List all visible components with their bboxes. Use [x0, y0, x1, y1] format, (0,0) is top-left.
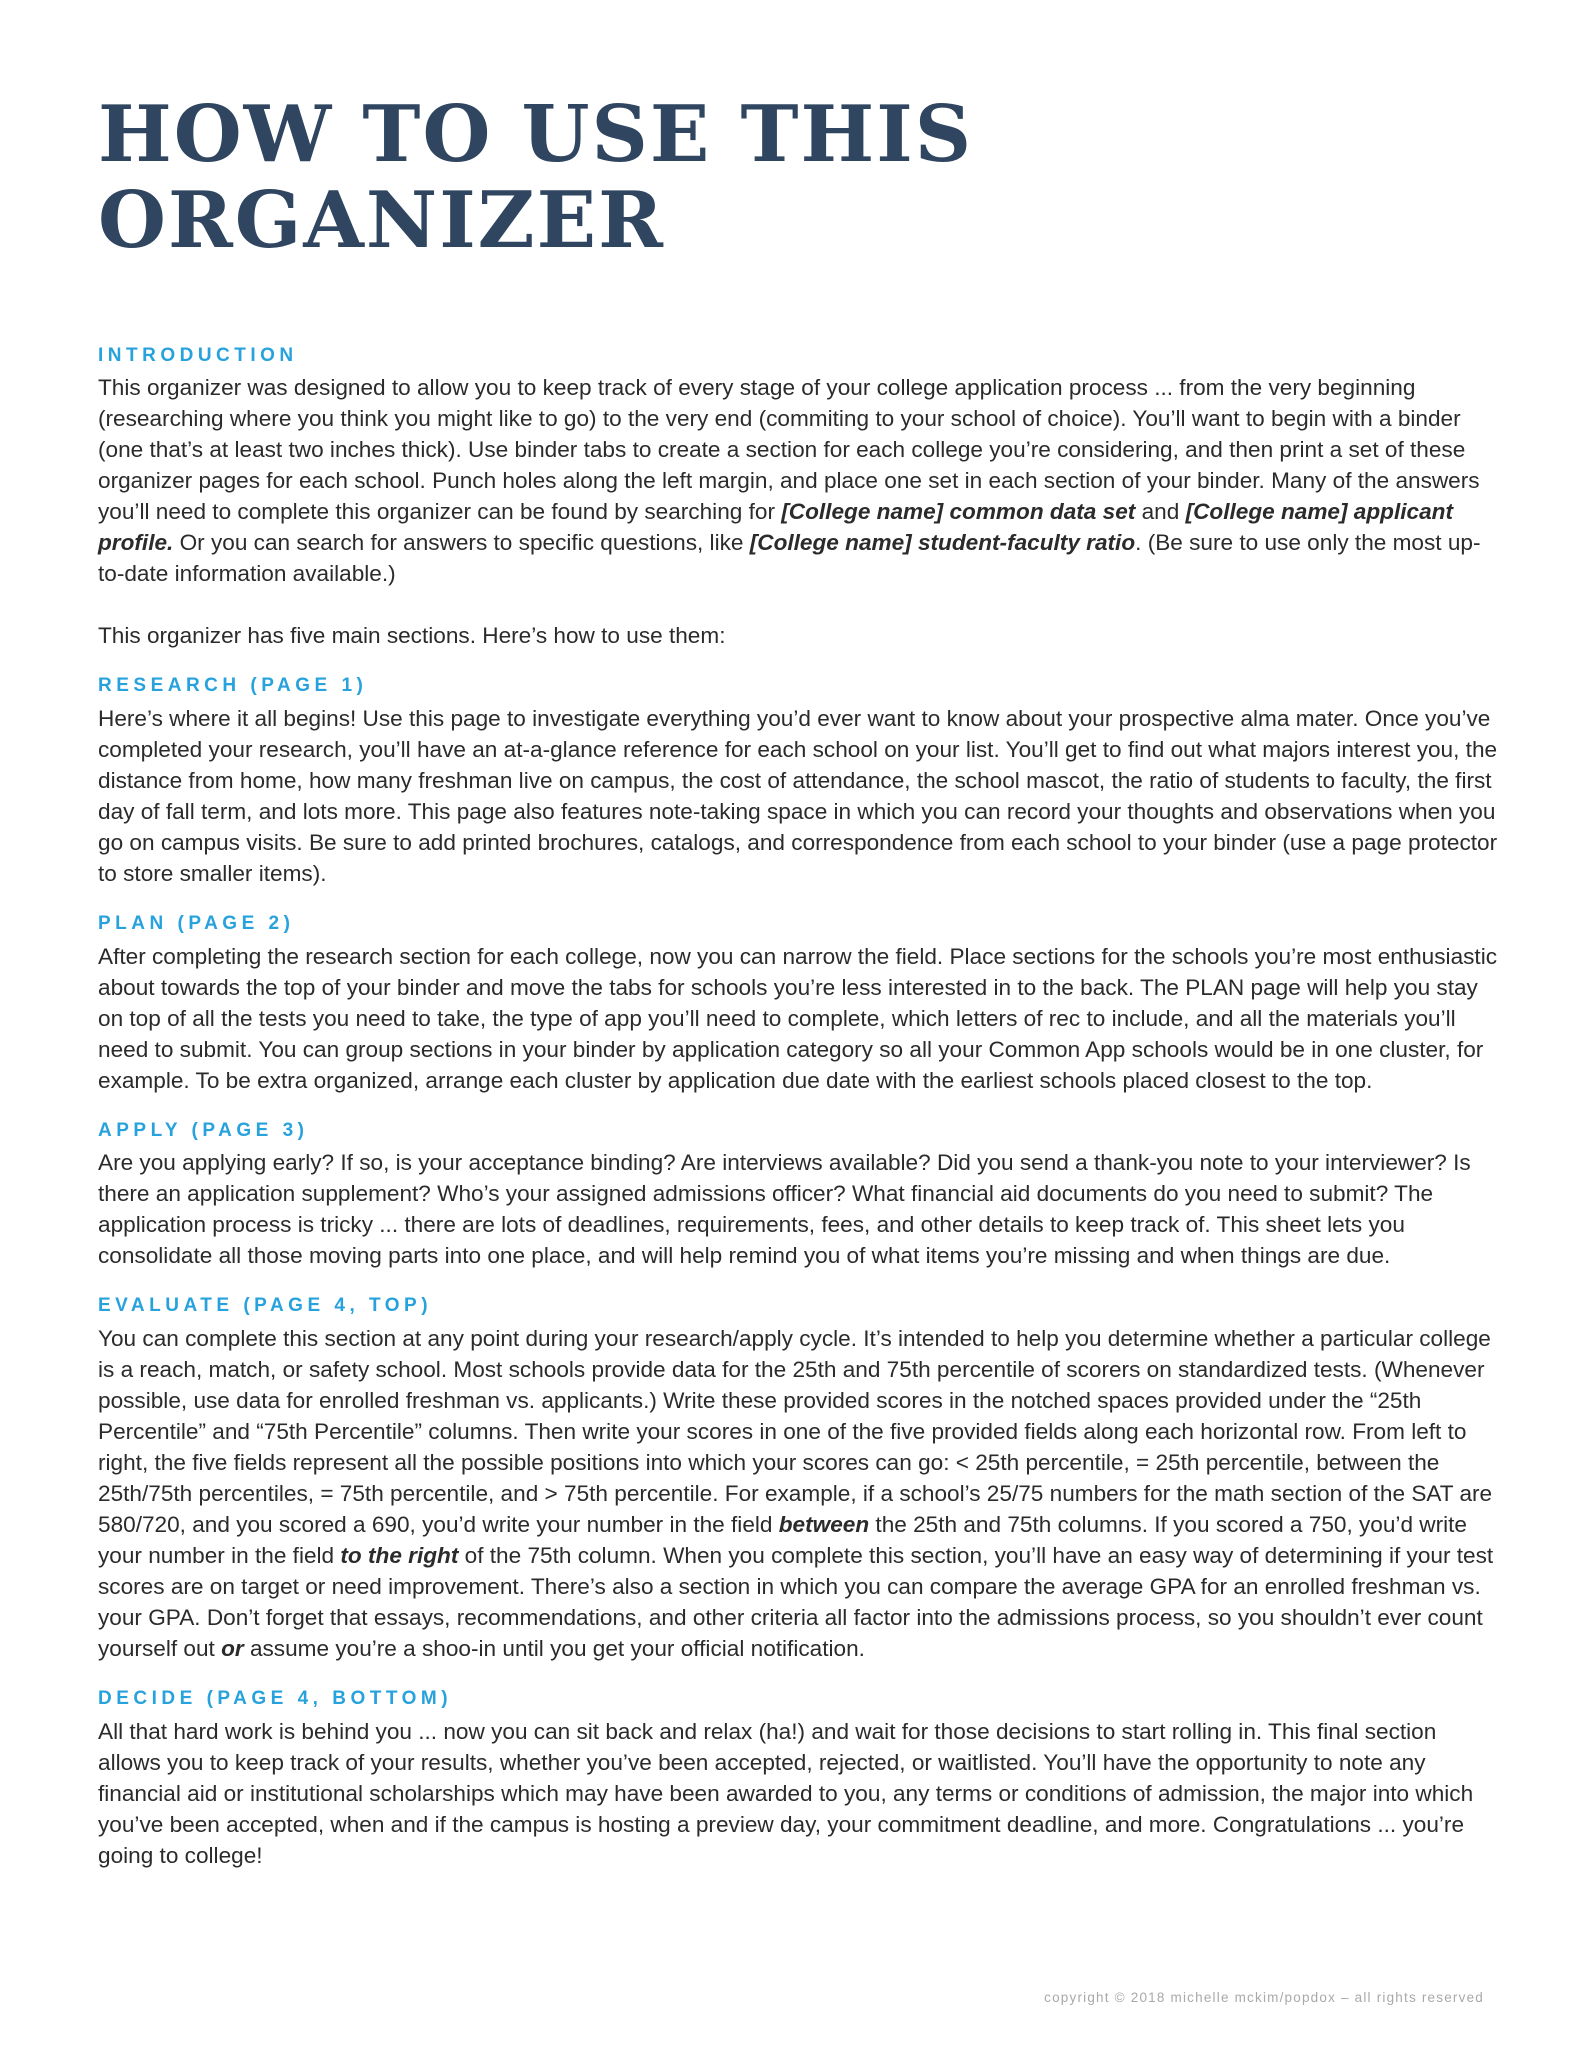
intro-emphasis-student-faculty-ratio: [College name] student-faculty ratio — [749, 530, 1136, 556]
copyright-footer: copyright © 2018 michelle mckim/popdox – all rights reserved — [1044, 1990, 1484, 2005]
section-evaluate — [98, 1294, 1498, 1664]
decide-heading: DECIDE (PAGE 4, BOTTOM) — [98, 1688, 453, 1710]
evaluate-text-1: You can complete this section at any point during your research/apply cycle. It’s intended to help you determine whether a particular college is a reach, match, or safety school. Most schools provide data for the 25th and 75th percentile of scorers on standardized tests. (Whenever possible, use data for enrolled freshman vs. applicants.) Write these provided scores in the notched spaces provided under the “25th Percentile” and “75th Percentile” columns. Then write your scores in one of the five provided fields along each horizontal row. From left to right, the five fields represent all the possible positions into which your scores can go: < 25th percentile, = 25th percentile, between the 25th/75th percentiles, = 75th percentile, and > 75th percentile. For example, if a school’s 25/75 numbers for the math section of the SAT are 580/720, and you scored a 690, you’d write your number in the field — [98, 1326, 1493, 1538]
evaluate-emphasis-or: or — [221, 1636, 244, 1662]
intro-text-4: . (Be sure to use only the most up-to-date information available.) — [98, 530, 1481, 587]
evaluate-text-4: assume you’re a shoo-in until you get your official notification. — [243, 1636, 865, 1662]
intro-emphasis-common-data-set: [College name] common data set — [781, 499, 1136, 525]
document-page — [98, 89, 1498, 1871]
apply-heading: APPLY (PAGE 3) — [98, 1119, 309, 1141]
introduction-paragraph — [98, 372, 1498, 589]
sections-intro-paragraph: This organizer has five main sections. Here’s how to use them: — [98, 623, 726, 649]
evaluate-heading: EVALUATE (PAGE 4, TOP) — [98, 1295, 433, 1317]
page-title: HOW TO USE THIS ORGANIZER — [98, 89, 974, 266]
section-plan — [98, 912, 1498, 1096]
evaluate-emphasis-between: between — [778, 1512, 870, 1538]
apply-paragraph: Are you applying early? If so, is your acceptance binding? Are interviews available? Did you send a thank-you note to your interviewer? Is there an application supplement? Who’s your assigned admissions officer? What financial aid documents do you need to submit? The application process is tricky ... there are lots of deadlines, requirements, fees, and other details to keep track of. This sheet lets you consolidate all those moving parts into one place, and will help remind you of what items you’re missing and when things are due. — [98, 1150, 1471, 1269]
section-apply — [98, 1119, 1498, 1272]
introduction-heading: INTRODUCTION — [98, 344, 298, 366]
section-research — [98, 674, 1498, 889]
intro-text-1: This organizer was designed to allow you to keep track of every stage of your college application process ... from the very beginning (researching where you think you might like to go) to the very end (commiting to your school of choice). You’ll want to begin with a binder (one that’s at least two inches thick). Use binder tabs to create a section for each college you’re considering, and then print a set of these organizer pages for each school. Punch holes along the left margin, and place one set in each section of your binder. Many of the answers you’ll need to complete this organizer can be found by searching for — [98, 375, 1480, 525]
section-introduction — [98, 344, 1498, 652]
plan-paragraph: After completing the research section for each college, now you can narrow the field. Place sections for the schools you’re most enthusiastic about towards the top of your binder and move the tabs for schools you’re less interested in to the back. The PLAN page will help you stay on top of all the tests you need to take, the type of app you’ll need to complete, which letters of rec to include, and all the materials you’ll need to submit. You can group sections in your binder by application category so all your Common App schools would be in one cluster, for example. To be extra organized, arrange each cluster by application due date with the earliest schools placed closest to the top. — [98, 943, 1498, 1093]
evaluate-emphasis-to-the-right: to the right — [340, 1543, 459, 1569]
decide-paragraph: All that hard work is behind you ... now you can sit back and relax (ha!) and wait for those decisions to start rolling in. This final section allows you to keep track of your results, whether you’ve been accepted, rejected, or waitlisted. You’ll have the opportunity to note any financial aid or institutional scholarships which may have been awarded to you, any terms or conditions of admission, the major into which you’ve been accepted, when and if the campus is hosting a preview day, your commitment deadline, and more. Congratulations ... you’re going to college! — [98, 1718, 1474, 1868]
intro-text-2: and — [1135, 499, 1186, 525]
plan-heading: PLAN (PAGE 2) — [98, 912, 295, 934]
evaluate-paragraph — [98, 1323, 1498, 1664]
evaluate-text-3: of the 75th column. When you complete this section, you’ll have an easy way of determining if your test scores are on target or need improvement. There’s also a section in which you can compare the average GPA for an enrolled freshman vs. your GPA. Don’t forget that essays, recommendations, and other criteria all factor into the admissions process, so you shouldn’t ever count yourself out — [98, 1543, 1494, 1662]
research-paragraph: Here’s where it all begins! Use this page to investigate everything you’d ever want to know about your prospective alma mater. Once you’ve completed your research, you’ll have an at-a-glance reference for each school on your list. You’ll get to find out what majors interest you, the distance from home, how many freshman live on campus, the cost of attendance, the school mascot, the ratio of students to faculty, the first day of fall term, and lots more. This page also features note-taking space in which you can record your thoughts and observations when you go on campus visits. Be sure to add printed brochures, catalogs, and correspondence from each school to your binder (use a page protector to store smaller items). — [98, 705, 1498, 886]
evaluate-text-2: the 25th and 75th columns. If you scored a 750, you’d write your number in the field — [98, 1512, 1467, 1569]
research-heading: RESEARCH (PAGE 1) — [98, 675, 368, 697]
intro-emphasis-applicant-profile: [College name] applicant profile. — [98, 499, 1453, 556]
section-decide — [98, 1687, 1498, 1871]
intro-text-3: Or you can search for answers to specific questions, like — [173, 530, 750, 556]
